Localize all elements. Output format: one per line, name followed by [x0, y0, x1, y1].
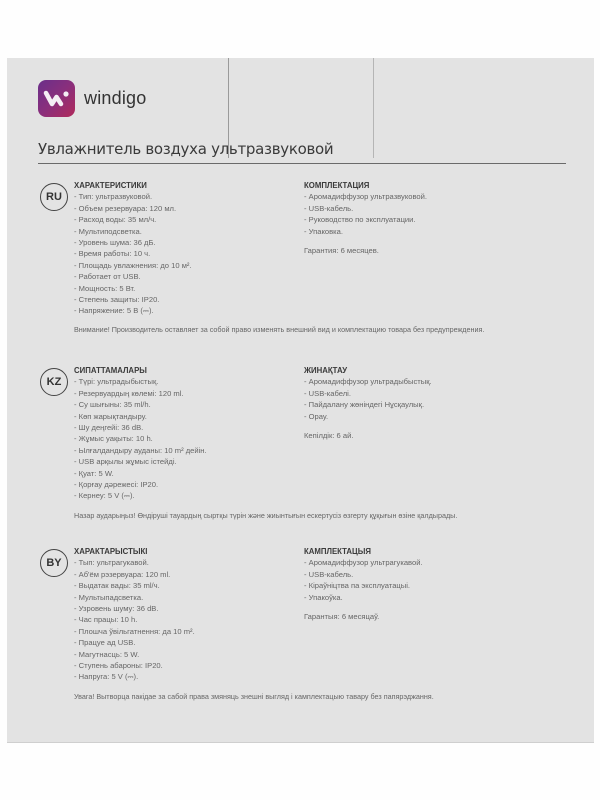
specs-column: [74, 365, 294, 502]
kit-heading: ЖИНАҚТАУ: [304, 366, 348, 375]
specs-list: [74, 191, 294, 316]
title-divider: [38, 163, 566, 164]
spec-item: - Мультыпадсветка.: [74, 592, 294, 603]
kit-item: - USB-кабель.: [304, 569, 564, 580]
spec-item: - Мультиподсветка.: [74, 226, 294, 237]
specs-heading: СИПАТТАМАЛАРЫ: [74, 366, 147, 375]
specs-column: [74, 180, 294, 317]
kit-item: - Упаковка.: [304, 226, 564, 237]
spec-item: - Ступень абароны: IP20.: [74, 660, 294, 671]
warranty-text: Кепілдік: 6 ай.: [304, 431, 354, 441]
language-badge-by: BY: [40, 549, 68, 577]
spec-item: - Время работы: 10 ч.: [74, 248, 294, 259]
spec-item: - Объем резервуара: 120 мл.: [74, 203, 294, 214]
brand-logo: [38, 80, 146, 117]
product-title: Увлажнитель воздуха ультразвуковой: [38, 140, 334, 158]
spec-item: - Степень защиты: IP20.: [74, 294, 294, 305]
spec-item: - Напряжение: 5 В (⎓).: [74, 305, 294, 316]
spec-item: - Напруга: 5 V (⎓).: [74, 671, 294, 682]
kit-list: [304, 376, 564, 422]
specs-column: [74, 546, 294, 683]
spec-item: - Кернеу: 5 V (⎓).: [74, 490, 294, 501]
spec-item: - Работает от USB.: [74, 271, 294, 282]
kit-column: [304, 546, 564, 622]
spec-item: - Шу деңгейі: 36 dB.: [74, 422, 294, 433]
specs-list: [74, 557, 294, 682]
spec-item: - Тип: ультразвуковой.: [74, 191, 294, 202]
spec-item: - Түрі: ультрадыбыстық.: [74, 376, 294, 387]
spec-item: - Расход воды: 35 мл/ч.: [74, 214, 294, 225]
warranty-text: Гарантыя: 6 месяцаў.: [304, 612, 380, 622]
spec-item: - Тып: ультрагукавой.: [74, 557, 294, 568]
notice-text: Увага! Вытворца пакідае за сабой права змяняць знешні выгляд і камплектацыю тавару без папярэджання.: [74, 692, 434, 701]
box-fold-line: [373, 58, 374, 158]
specs-list: [74, 376, 294, 501]
windigo-logo-icon: [38, 80, 75, 117]
kit-item: - Орау.: [304, 411, 564, 422]
spec-item: - Уровень шума: 36 дБ.: [74, 237, 294, 248]
spec-item: - Аб'ём рэзервуара: 120 ml.: [74, 569, 294, 580]
kit-item: - Аромадиффузор ультразвуковой.: [304, 191, 564, 202]
spec-item: - Плошча ўвільгатнення: да 10 m².: [74, 626, 294, 637]
kit-item: - USB-кабелі.: [304, 388, 564, 399]
spec-item: - Қорғау дәрежесі: IP20.: [74, 479, 294, 490]
language-badge-kz: KZ: [40, 368, 68, 396]
kit-item: - Аромадиффузор ультрадыбыстық.: [304, 376, 564, 387]
kit-item: - USB-кабель.: [304, 203, 564, 214]
specs-heading: ХАРАКТЕРИСТИКИ: [74, 181, 147, 190]
kit-list: [304, 191, 564, 237]
brand-name: windigo: [84, 88, 147, 108]
spec-item: - Резервуардың көлемі: 120 ml.: [74, 388, 294, 399]
kit-item: - Кіраўніцтва па эксплуатацыі.: [304, 580, 564, 591]
kit-item: - Руководство по эксплуатации.: [304, 214, 564, 225]
spec-item: - Магутнасць: 5 W.: [74, 649, 294, 660]
spec-item: - Қуат: 5 W.: [74, 468, 294, 479]
spec-item: - Көп жарықтандыру.: [74, 411, 294, 422]
spec-item: - Мощность: 5 Вт.: [74, 283, 294, 294]
spec-item: - Выдатак вады: 35 ml/ч.: [74, 580, 294, 591]
spec-item: - USB арқылы жұмыс істейді.: [74, 456, 294, 467]
notice-text: Внимание! Производитель оставляет за собой право изменять внешний вид и комплектацию товара без предупреждения.: [74, 325, 485, 334]
spec-item: - Узровень шуму: 36 dB.: [74, 603, 294, 614]
spec-item: - Працуе ад USB.: [74, 637, 294, 648]
specs-heading: ХАРАКТАРЫСТЫКІ: [74, 547, 148, 556]
spec-item: - Площадь увлажнения: до 10 м².: [74, 260, 294, 271]
language-badge-ru: RU: [40, 183, 68, 211]
spec-item: - Ылғалдандыру ауданы: 10 m² дейін.: [74, 445, 294, 456]
kit-list: [304, 557, 564, 603]
warranty-text: Гарантия: 6 месяцев.: [304, 246, 379, 256]
kit-column: [304, 180, 564, 256]
kit-item: - Аромадиффузор ультрагукавой.: [304, 557, 564, 568]
kit-item: - Упакоўка.: [304, 592, 564, 603]
spec-item: - Жұмыс уақыты: 10 h.: [74, 433, 294, 444]
notice-text: Назар аударыңыз! Өндіруші тауардың сыртқы түрін және жиынтығын ескертусіз өзгерту құқығын өзіне қалдырады.: [74, 511, 458, 520]
kit-item: - Пайдалану жөніндегі Нұсқаулық.: [304, 399, 564, 410]
spec-item: - Час працы: 10 h.: [74, 614, 294, 625]
kit-heading: КОМПЛЕКТАЦИЯ: [304, 181, 370, 190]
spec-item: - Су шығыны: 35 ml/h.: [74, 399, 294, 410]
packaging-label: [7, 58, 594, 743]
kit-heading: КАМПЛЕКТАЦЫЯ: [304, 547, 371, 556]
kit-column: [304, 365, 564, 441]
